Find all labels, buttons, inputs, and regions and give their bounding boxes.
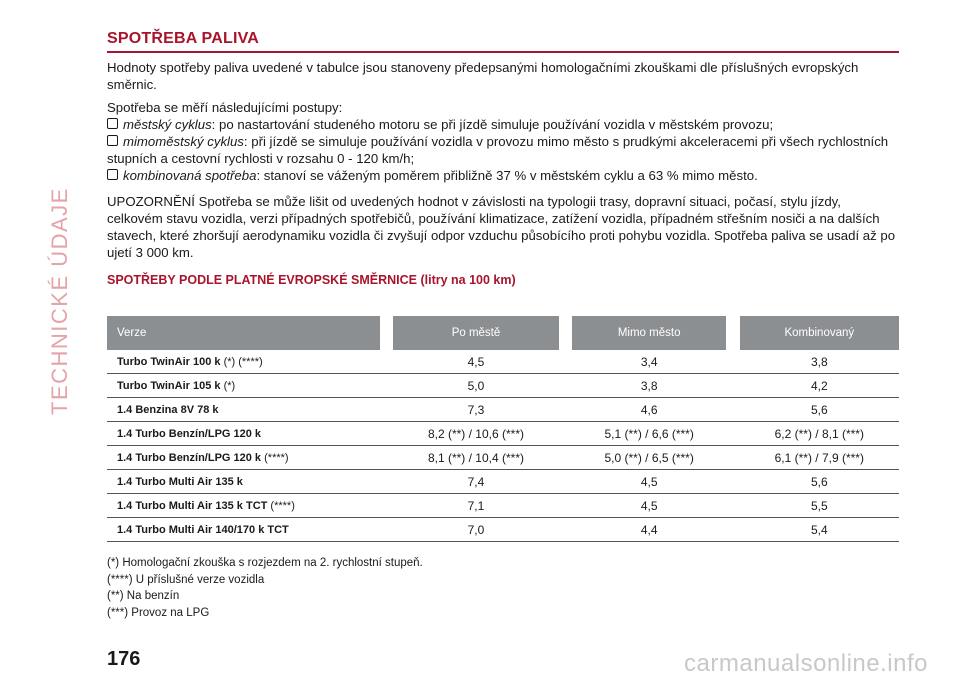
methods-intro: Spotřeba se měří následujícími postupy: [107, 100, 343, 115]
cell-separator [726, 398, 739, 422]
page-title: SPOTŘEBA PALIVA [107, 28, 899, 53]
checkbox-bullet-icon [107, 169, 118, 180]
table-row [107, 470, 899, 494]
cell-city: 7,1 [393, 494, 559, 518]
cell-separator [726, 374, 739, 398]
cell-separator [726, 422, 739, 446]
cell-city: 4,5 [393, 350, 559, 374]
cell-highway: 4,4 [572, 518, 726, 542]
cell-separator [380, 494, 393, 518]
watermark: carmanualsonline.info [684, 650, 928, 677]
verze-note: (*) [223, 379, 236, 392]
cell-highway: 5,0 (**) / 6,5 (***) [572, 446, 726, 470]
page-number: 176 [107, 648, 141, 670]
cell-separator [380, 518, 393, 542]
consumption-table [107, 316, 899, 542]
section-side-label: TECHNICKÉ ÚDAJE [47, 187, 72, 415]
table-row [107, 518, 899, 542]
cell-city: 7,0 [393, 518, 559, 542]
bullet-extra-urban-cycle [107, 133, 899, 167]
verze-note: (****) [264, 451, 289, 464]
cell-highway: 5,1 (**) / 6,6 (***) [572, 422, 726, 446]
cell-city: 7,3 [393, 398, 559, 422]
verze-label: 1.4 Turbo Benzín/LPG 120 k [117, 451, 262, 464]
cell-separator [559, 446, 572, 470]
cell-combined: 6,2 (**) / 8,1 (***) [740, 422, 899, 446]
cell-separator [559, 398, 572, 422]
table-row [107, 494, 899, 518]
table-row [107, 446, 899, 470]
bullet-combined [107, 167, 899, 184]
cell-separator [380, 446, 393, 470]
cell-separator [726, 446, 739, 470]
footnotes [107, 555, 423, 621]
cell-separator [559, 518, 572, 542]
cell-city: 8,2 (**) / 10,6 (***) [393, 422, 559, 446]
verze-label: 1.4 Turbo Benzín/LPG 120 k [117, 427, 262, 440]
cell-verze [107, 518, 380, 542]
verze-note: (*) (****) [223, 355, 263, 368]
header-separator [380, 316, 393, 350]
cell-highway: 4,6 [572, 398, 726, 422]
header-highway: Mimo město [572, 316, 726, 350]
cell-separator [559, 350, 572, 374]
cell-separator [380, 398, 393, 422]
cell-verze [107, 350, 380, 374]
cell-separator [559, 494, 572, 518]
verze-label: Turbo TwinAir 100 k [117, 355, 221, 368]
cell-combined: 5,6 [740, 398, 899, 422]
table-subtitle: SPOTŘEBY PODLE PLATNÉ EVROPSKÉ SMĚRNICE (litry na 100 km) [107, 273, 516, 287]
cell-separator [559, 422, 572, 446]
cell-combined: 5,6 [740, 470, 899, 494]
footnote: (*) Homologační zkouška s rozjezdem na 2. rychlostní stupeň. [107, 557, 423, 569]
cell-highway: 3,8 [572, 374, 726, 398]
cell-combined: 5,5 [740, 494, 899, 518]
cell-verze [107, 446, 380, 470]
table-row [107, 350, 899, 374]
table-row [107, 374, 899, 398]
bullet-text: : při jízdě se simuluje používání vozidla v provozu mimo město s prudkými akceleracemi při všech rychlostních stupních a cestovní rychlosti v rozsahu 0 - 120 km/h; [107, 134, 889, 166]
header-verze: Verze [107, 316, 380, 350]
cell-verze [107, 422, 380, 446]
cell-separator [726, 470, 739, 494]
footnote: (****) U příslušné verze vozidla [107, 573, 265, 586]
cell-separator [380, 422, 393, 446]
cell-separator [380, 374, 393, 398]
cell-combined: 4,2 [740, 374, 899, 398]
cell-combined: 3,8 [740, 350, 899, 374]
verze-label: 1.4 Benzina 8V 78 k [117, 403, 219, 416]
bullet-text: : stanoví se váženým poměrem přibližně 37 % v městském cyklu a 63 % mimo město. [256, 168, 758, 183]
header-separator [559, 316, 572, 350]
cell-combined: 5,4 [740, 518, 899, 542]
footnote: (**) Na benzín [107, 590, 180, 602]
bullet-term: městský cyklus [123, 117, 212, 132]
cell-verze [107, 494, 380, 518]
cell-highway: 3,4 [572, 350, 726, 374]
cell-highway: 4,5 [572, 470, 726, 494]
main-content [107, 28, 899, 287]
cell-verze [107, 374, 380, 398]
intro-paragraph: Hodnoty spotřeby paliva uvedené v tabulce jsou stanoveny předepsanými homologačními zkouškami dle příslušných evropských směrnic. [107, 60, 859, 92]
cell-separator [559, 374, 572, 398]
verze-note: (****) [270, 499, 295, 512]
cell-combined: 6,1 (**) / 7,9 (***) [740, 446, 899, 470]
warning-paragraph: UPOZORNĚNÍ Spotřeba se může lišit od uvedených hodnot v závislosti na typologii trasy, dopravní situaci, počasí, stylu jízdy, celkovém stavu vozidla, verzi případných spotřebičů, používání klimatizace, zatížení vozidla, případném střešním nosiči a na dalších stavech, které zhoršují aerodynamiku vozidla či zvyšují odpor vzduchu působícího proti pohybu vozidla. Spotřeba paliva se usadí až po ujetí 3 000 km. [107, 194, 896, 260]
bullet-city-cycle [107, 116, 899, 133]
bullet-text: : po nastartování studeného motoru se při jízdě simuluje používání vozidla v městském provozu; [211, 117, 774, 132]
cell-separator [726, 494, 739, 518]
table-row [107, 398, 899, 422]
cell-verze [107, 470, 380, 494]
footnote: (***) Provoz na LPG [107, 606, 210, 619]
cell-separator [726, 350, 739, 374]
cell-city: 5,0 [393, 374, 559, 398]
bullet-term: mimoměstský cyklus [123, 134, 244, 149]
cell-separator [726, 518, 739, 542]
verze-label: 1.4 Turbo Multi Air 135 k [117, 475, 243, 488]
cell-city: 8,1 (**) / 10,4 (***) [393, 446, 559, 470]
verze-label: Turbo TwinAir 105 k [117, 379, 221, 392]
cell-separator [559, 470, 572, 494]
cell-city: 7,4 [393, 470, 559, 494]
cell-verze [107, 398, 380, 422]
header-separator [726, 316, 739, 350]
cell-separator [380, 470, 393, 494]
bullet-term: kombinovaná spotřeba [123, 168, 257, 183]
checkbox-bullet-icon [107, 118, 118, 129]
table-row [107, 422, 899, 446]
cell-highway: 4,5 [572, 494, 726, 518]
verze-label: 1.4 Turbo Multi Air 140/170 k TCT [117, 523, 289, 536]
verze-label: 1.4 Turbo Multi Air 135 k TCT [117, 499, 268, 512]
cell-separator [380, 350, 393, 374]
table-header-row [107, 316, 899, 350]
header-city: Po městě [393, 316, 559, 350]
checkbox-bullet-icon [107, 135, 118, 146]
header-combined: Kombinovaný [740, 316, 899, 350]
